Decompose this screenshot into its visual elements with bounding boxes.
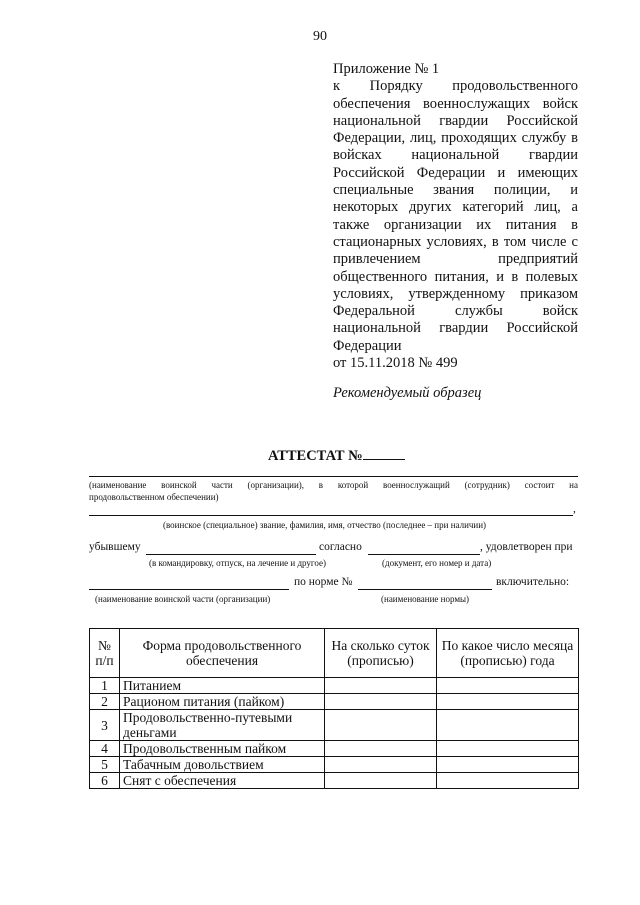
row-form: Продовольственным пайком <box>120 741 325 757</box>
header-form: Форма продовольственного обеспечения <box>120 629 325 678</box>
row-form: Снят с обеспечения <box>120 773 325 789</box>
header-number: № п/п <box>90 629 120 678</box>
document-line[interactable] <box>368 554 480 555</box>
row-number: 6 <box>90 773 120 789</box>
row-form: Продовольственно-путевыми деньгами <box>120 710 325 741</box>
row-until-cell[interactable] <box>437 773 579 789</box>
table-row <box>90 710 579 741</box>
according-label: согласно <box>319 541 362 553</box>
unit-name-line[interactable] <box>89 476 578 477</box>
row-until-cell[interactable] <box>437 741 579 757</box>
recommended-sample-label: Рекомендуемый образец <box>333 385 482 401</box>
row-form: Питанием <box>120 678 325 694</box>
row-number: 2 <box>90 694 120 710</box>
document-caption: (документ, его номер и дата) <box>382 558 492 568</box>
row-form: Рационом питания (пайком) <box>120 694 325 710</box>
row-number: 3 <box>90 710 120 741</box>
attestat-table <box>89 628 579 789</box>
norm-label: по норме № <box>294 576 353 588</box>
row-days-cell[interactable] <box>325 757 437 773</box>
row-until-cell[interactable] <box>437 757 579 773</box>
appendix-block <box>333 61 578 372</box>
attestat-title <box>268 447 405 465</box>
table-row <box>90 773 579 789</box>
unit-caption-3: (наименование воинской части (организации) <box>95 594 271 604</box>
inclusive-label: включительно: <box>496 576 570 588</box>
page-number: 90 <box>313 29 327 44</box>
row-until-cell[interactable] <box>437 710 579 741</box>
row-number: 1 <box>90 678 120 694</box>
table-header-row <box>90 629 579 678</box>
row-number: 4 <box>90 741 120 757</box>
header-days: На сколько суток (прописью) <box>325 629 437 678</box>
norm-caption: (наименование нормы) <box>381 594 470 604</box>
row-days-cell[interactable] <box>325 710 437 741</box>
row-days-cell[interactable] <box>325 678 437 694</box>
norm-name-line[interactable] <box>358 589 492 590</box>
header-until-date: По какое число месяца (прописью) года <box>437 629 579 678</box>
rank-line-comma: , <box>573 503 576 515</box>
appendix-date: от 15.11.2018 № 499 <box>333 355 458 372</box>
unit-name-line-2[interactable] <box>89 589 289 590</box>
table-row <box>90 741 579 757</box>
table-row <box>90 678 579 694</box>
attestat-number-blank[interactable] <box>363 447 405 460</box>
row-days-cell[interactable] <box>325 694 437 710</box>
row-days-cell[interactable] <box>325 773 437 789</box>
rank-name-line[interactable] <box>89 515 573 516</box>
satisfied-label: , удовлетворен при <box>480 541 573 553</box>
row-days-cell[interactable] <box>325 741 437 757</box>
rank-caption: (воинское (специальное) звание, фамилия, имя, отчество (последнее – при наличии) <box>163 520 487 530</box>
appendix-body: к Порядку продовольственного обеспечения военнослужащих войск национальной гвардии Российской Федерации, лиц, проходящих службу в войсках национальной гвардии Российской Федерации и имеющих специальные звания полиции, и некоторых других категорий лиц, а также организации их питания в стационарных условиях, в том числе с привлечением предприятий общественного питания, и в полевых условиях, утвержденному приказом Федеральной службы войск национальной гвардии Российской Федерации <box>333 78 578 354</box>
departed-label: убывшему <box>89 541 141 553</box>
attestat-title-text: АТТЕСТАТ № <box>268 448 363 464</box>
appendix-title: Приложение № 1 <box>333 61 440 77</box>
table-row <box>90 694 579 710</box>
row-form: Табачным довольствием <box>120 757 325 773</box>
departed-purpose-line[interactable] <box>146 554 316 555</box>
row-until-cell[interactable] <box>437 678 579 694</box>
row-until-cell[interactable] <box>437 694 579 710</box>
departed-caption: (в командировку, отпуск, на лечение и другое) <box>149 558 326 568</box>
row-number: 5 <box>90 757 120 773</box>
unit-caption-2: продовольственном обеспечении) <box>89 492 219 502</box>
unit-caption-1: (наименование воинской части (организации), в которой военнослужащий (сотрудник) состоит на <box>89 480 578 490</box>
table-row <box>90 757 579 773</box>
